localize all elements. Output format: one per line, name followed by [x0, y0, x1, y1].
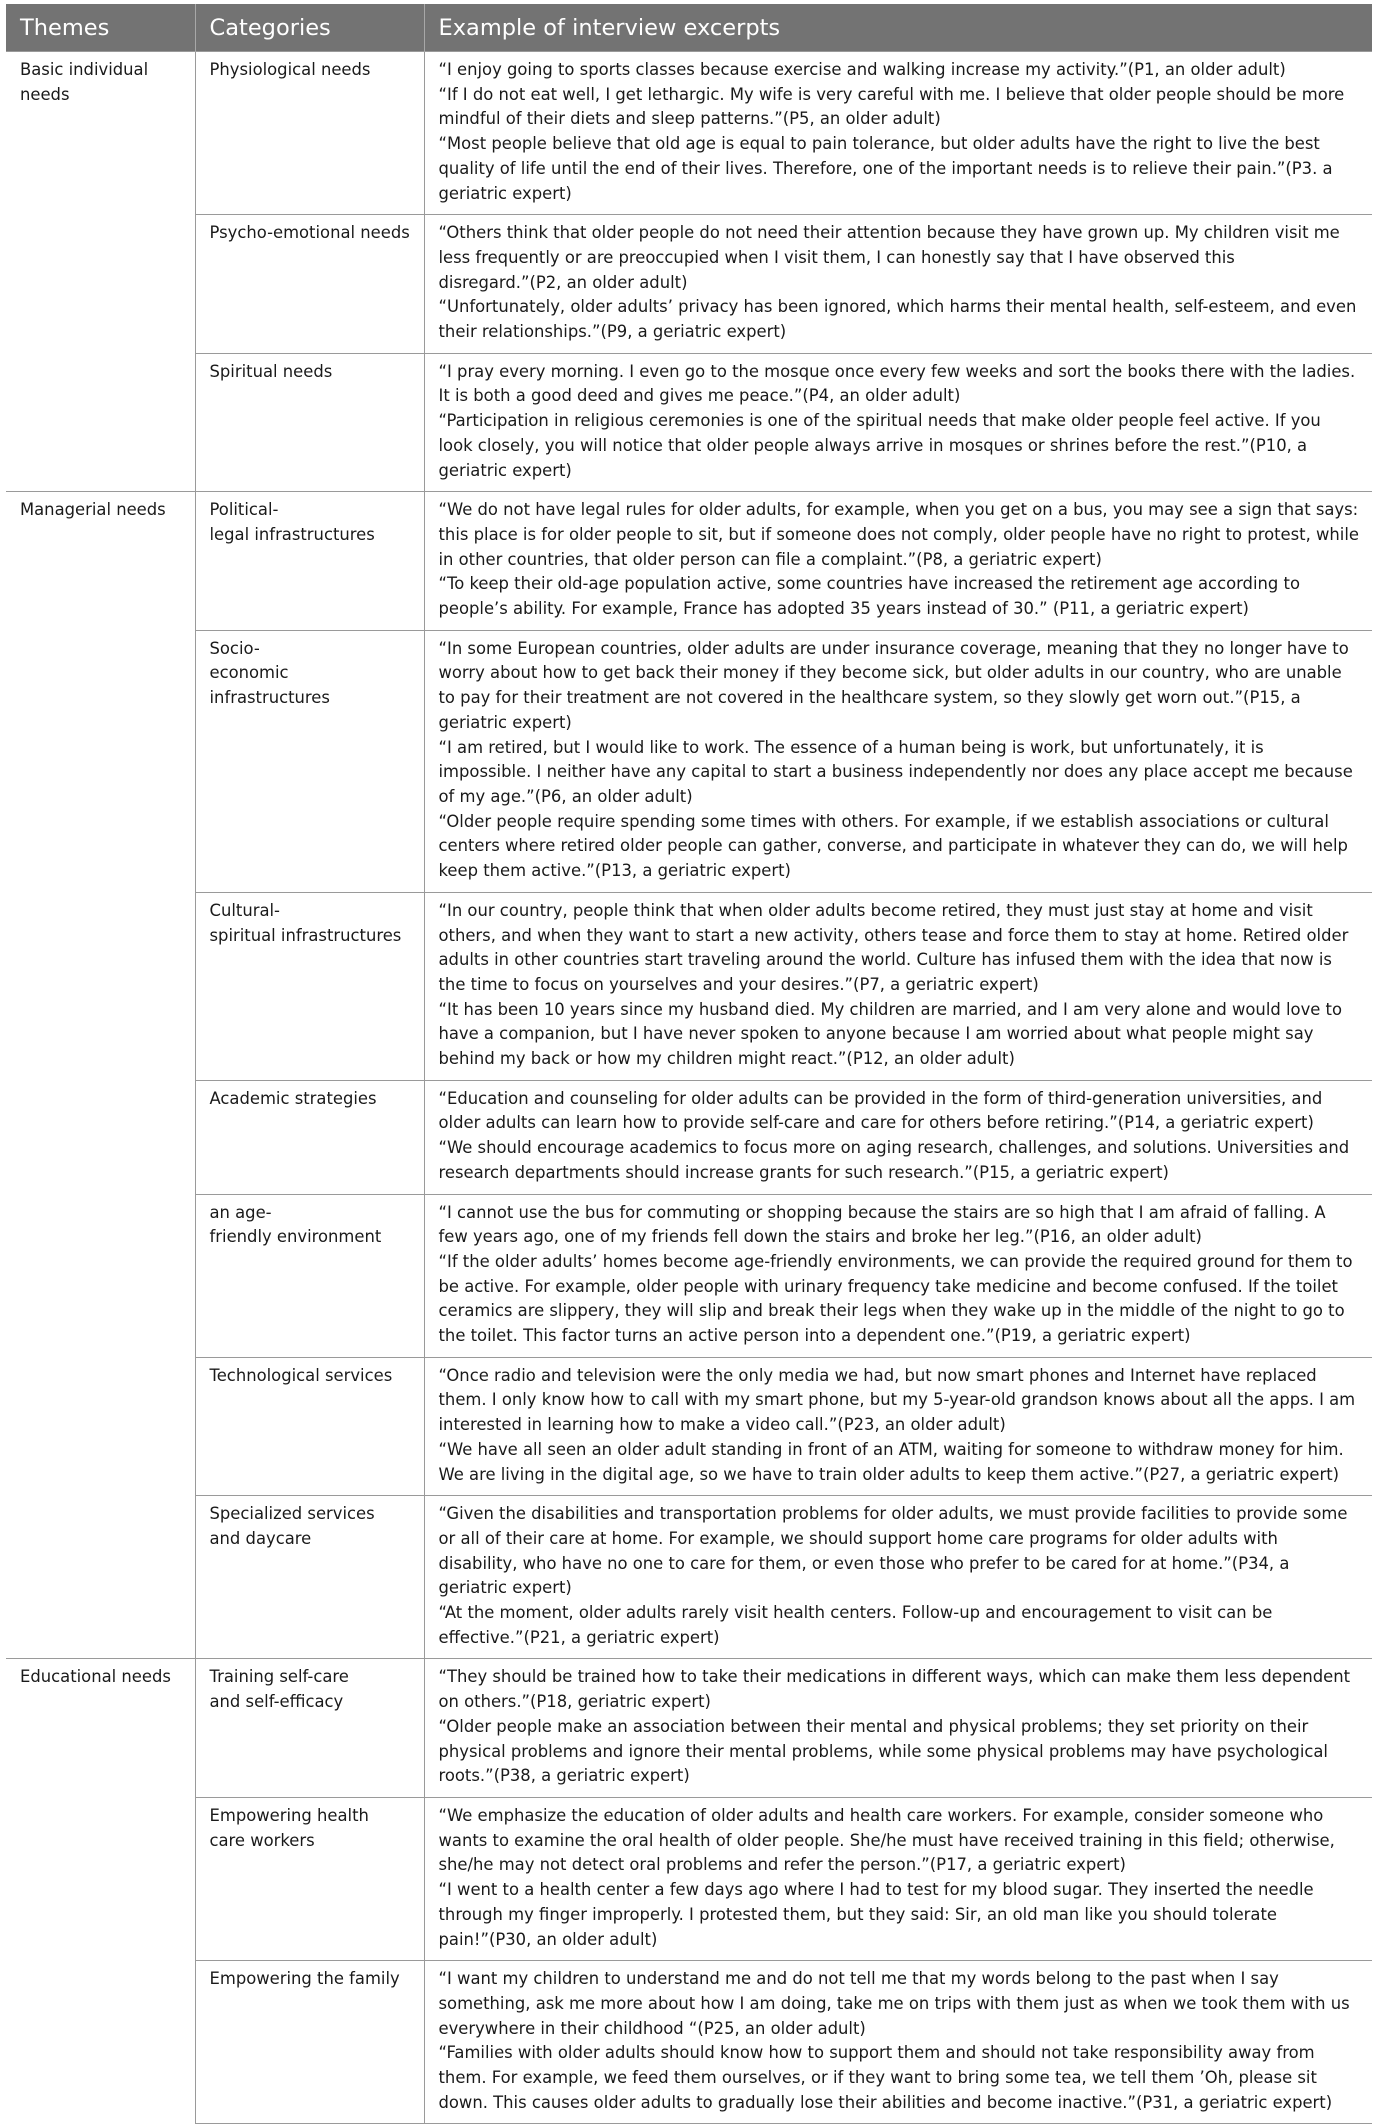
excerpts-cell [424, 1496, 1372, 1659]
theme-cell: Managerial needs [6, 492, 195, 1659]
table-row [6, 52, 1372, 215]
excerpt-text: “Older people require spending some times with others. For example, if we establish associations or cultural centers where retired older people can gather, converse, and participate in whatever they can do, we will help keep them active.”(P13, a geriatric expert) [438, 811, 1348, 881]
excerpt-text: “Older people make an association between their mental and physical problems; they set priority on their physical problems and ignore their mental problems, while some physical problems may have psychological roots.”(P38, a geriatric expert) [438, 1716, 1328, 1786]
excerpts-cell [424, 1798, 1372, 1961]
excerpt-text: “We emphasize the education of older adults and health care workers. For example, consider someone who wants to examine the oral health of older people. She/he must have received training in this field; otherwise, she/he may not detect oral problems and refer the person.”(P17, a geriatric expert) [438, 1806, 1335, 1875]
excerpt-text: “Others think that older people do not need their attention because they have grown up. My children visit me less frequently or are preoccupied when I visit them, I can honestly say that I have observed this disregard.”(P2, an older adult) [438, 223, 1340, 292]
category-cell: Empowering the family [195, 1961, 424, 2124]
excerpt-text: “Given the disabilities and transportation problems for older adults, we must provide facilities to provide some or all of their care at home. For example, we should support home care programs for older adults with disability, who have no one to care for them, or even those who prefer to be cared for at home.”(P34, a geriatric expert) [438, 1504, 1348, 1598]
category-cell: Academic strategies [195, 1080, 424, 1194]
category-cell: Psycho-emotional needs [195, 215, 424, 354]
excerpt-text: “If the older adults’ homes become age-friendly environments, we can provide the required ground for them to be active. For example, older people with urinary frequency take medicine and become confused. If the toilet ceramics are slippery, they will slip and break their legs when they wake up in the middle of the night to go to the toilet. This factor turns an active person into a dependent one.”(P19, a geriatric expert) [438, 1251, 1353, 1346]
excerpts-cell [424, 52, 1372, 215]
table-row [6, 215, 1372, 354]
excerpt-text: “It has been 10 years since my husband died. My children are married, and I am very alone and would love to have a companion, but I have never spoken to anyone because I am worried about what people might say behind my back or how my children might react.”(P12, an older adult) [438, 999, 1343, 1069]
theme-cell: Basic individual needs [6, 52, 195, 492]
excerpts-cell [424, 1194, 1372, 1357]
excerpt-text: “Families with older adults should know how to support them and should not take responsibility away from them. For example, we feed them ourselves, or if they want to bring some tea, we tell them ’Oh, please sit down. This causes older adults to gradually lose their abilities and become inactive.”(P31, a geriatric expert) [438, 2043, 1333, 2112]
excerpts-cell [424, 892, 1372, 1080]
excerpt-text: “I am retired, but I would like to work. The essence of a human being is work, but unfortunately, it is impossible. I neither have any capital to start a business independently nor does any place accept me because of my age.”(P6, an older adult) [438, 737, 1353, 806]
excerpts-cell [424, 1080, 1372, 1194]
category-cell: Technological services [195, 1357, 424, 1496]
header-themes: Themes [6, 4, 195, 52]
table-header [6, 4, 1372, 52]
excerpt-text: “I want my children to understand me and do not tell me that my words belong to the past when I say something, ask me more about how I am doing, take me on trips with them just as when we took them with us everywhere in their childhood “(P25, an older adult) [438, 1969, 1350, 2038]
excerpt-text: “If I do not eat well, I get lethargic. My wife is very careful with me. I believe that older people should be more mindful of their diets and sleep patterns.”(P5, an older adult) [438, 84, 1345, 129]
excerpt-text: “I pray every morning. I even go to the mosque once every few weeks and sort the books there with the ladies. It is both a good deed and gives me peace.”(P4, an older adult) [438, 361, 1356, 406]
excerpt-text: “Education and counseling for older adults can be provided in the form of third-generation universities, and older adults can learn how to provide self-care and care for others before retiring.”(P14, a geriatric expert) [438, 1088, 1323, 1133]
table-row [6, 1080, 1372, 1194]
table-row [6, 1496, 1372, 1659]
excerpt-text: “Most people believe that old age is equal to pain tolerance, but older adults have the right to live the best quality of life until the end of their lives. Therefore, one of the important needs is to relieve their pain.”(P3. a geriatric expert) [438, 134, 1333, 203]
excerpt-text: “To keep their old-age population active, some countries have increased the retirement age according to people’s ability. For example, France has adopted 35 years instead of 30.” (P11, a geriatric expert) [438, 574, 1300, 619]
excerpts-cell [424, 1357, 1372, 1496]
excerpt-text: “I cannot use the bus for commuting or shopping because the stairs are so high that I am afraid of falling. A few years ago, one of my friends fell down the stairs and broke her leg.”(P16, an older adult) [438, 1202, 1326, 1247]
table-row [6, 1961, 1372, 2124]
category-cell: Physiological needs [195, 52, 424, 215]
themes-table [6, 4, 1372, 2124]
header-excerpts: Example of interview excerpts [424, 4, 1372, 52]
excerpt-text: “Unfortunately, older adults’ privacy has been ignored, which harms their mental health, self-esteem, and even their relationships.”(P9, a geriatric expert) [438, 297, 1357, 342]
excerpt-text: “Participation in religious ceremonies is one of the spiritual needs that make older people feel active. If you look closely, you will notice that older people always arrive in mosques or shrines before the rest.”(P10, a geriatric expert) [438, 411, 1321, 480]
table-row [6, 492, 1372, 631]
excerpt-text: “We should encourage academics to focus more on aging research, challenges, and solutions. Universities and research departments should increase grants for such research.”(P15, a geriatric expert) [438, 1138, 1350, 1182]
table-row [6, 1659, 1372, 1798]
category-cell: Empowering health care workers [195, 1798, 424, 1961]
excerpts-cell [424, 630, 1372, 892]
theme-cell: Educational needs [6, 1659, 195, 2124]
table-body [6, 52, 1372, 2124]
category-cell: Socio- economic infrastructures [195, 630, 424, 892]
excerpt-text: “In our country, people think that when older adults become retired, they must just stay at home and visit others, and when they want to start a new activity, others tease and force them to stay at home. Retired older adults in other countries start traveling around the world. Culture has infused them with the idea that now is the time to focus on yourselves and your desires.”(P7, a geriatric expert) [438, 900, 1349, 994]
excerpts-cell [424, 215, 1372, 354]
table-row [6, 892, 1372, 1080]
excerpt-text: “At the moment, older adults rarely visit health centers. Follow-up and encouragement to visit can be effective.”(P21, a geriatric expert) [438, 1603, 1273, 1647]
table-row [6, 1194, 1372, 1357]
excerpt-text: “In some European countries, older adults are under insurance coverage, meaning that they no longer have to worry about how to get back their money if they become sick, but older adults in our country, who are unable to pay for their treatment are not covered in the healthcare system, so they slowly get worn out.”(P15, a geriatric expert) [438, 638, 1349, 732]
category-cell: Training self-care and self-efficacy [195, 1659, 424, 1798]
category-cell: an age- friendly environment [195, 1194, 424, 1357]
excerpt-text: “Once radio and television were the only media we had, but now smart phones and Internet have replaced them. I only know how to call with my smart phone, but my 5-year-old grandson knows about all the apps. I am interested in learning how to make a video call.”(P23, an older adult) [438, 1365, 1356, 1435]
excerpt-text: “We have all seen an older adult standing in front of an ATM, waiting for someone to withdraw money for him. We are living in the digital age, so we have to train older adults to keep them active.”(P27, a geriatric expert) [438, 1439, 1344, 1484]
table-row [6, 630, 1372, 892]
category-cell: Specialized services and daycare [195, 1496, 424, 1659]
excerpt-text: “We do not have legal rules for older adults, for example, when you get on a bus, you may see a sign that says: this place is for older people to sit, but if someone does not comply, older people have no right to protest, while in other countries, that older person can file a complaint.”(P8, a geriatric expert) [438, 500, 1359, 569]
excerpt-text: “They should be trained how to take their medications in different ways, which can make them less dependent on others.”(P18, geriatric expert) [438, 1667, 1351, 1712]
excerpt-text: “I enjoy going to sports classes because exercise and walking increase my activity.”(P1, an older adult) [438, 60, 1286, 79]
table-row [6, 353, 1372, 492]
excerpt-text: “I went to a health center a few days ago where I had to test for my blood sugar. They inserted the needle through my finger improperly. I protested them, but they said: Sir, an old man like you should tolerate pain!”(P30, an older adult) [438, 1880, 1314, 1949]
header-categories: Categories [195, 4, 424, 52]
table-row [6, 1357, 1372, 1496]
excerpts-cell [424, 1961, 1372, 2124]
excerpts-cell [424, 353, 1372, 492]
table-row [6, 1798, 1372, 1961]
excerpts-cell [424, 492, 1372, 631]
category-cell: Cultural- spiritual infrastructures [195, 892, 424, 1080]
category-cell: Political- legal infrastructures [195, 492, 424, 631]
excerpts-cell [424, 1659, 1372, 1798]
category-cell: Spiritual needs [195, 353, 424, 492]
